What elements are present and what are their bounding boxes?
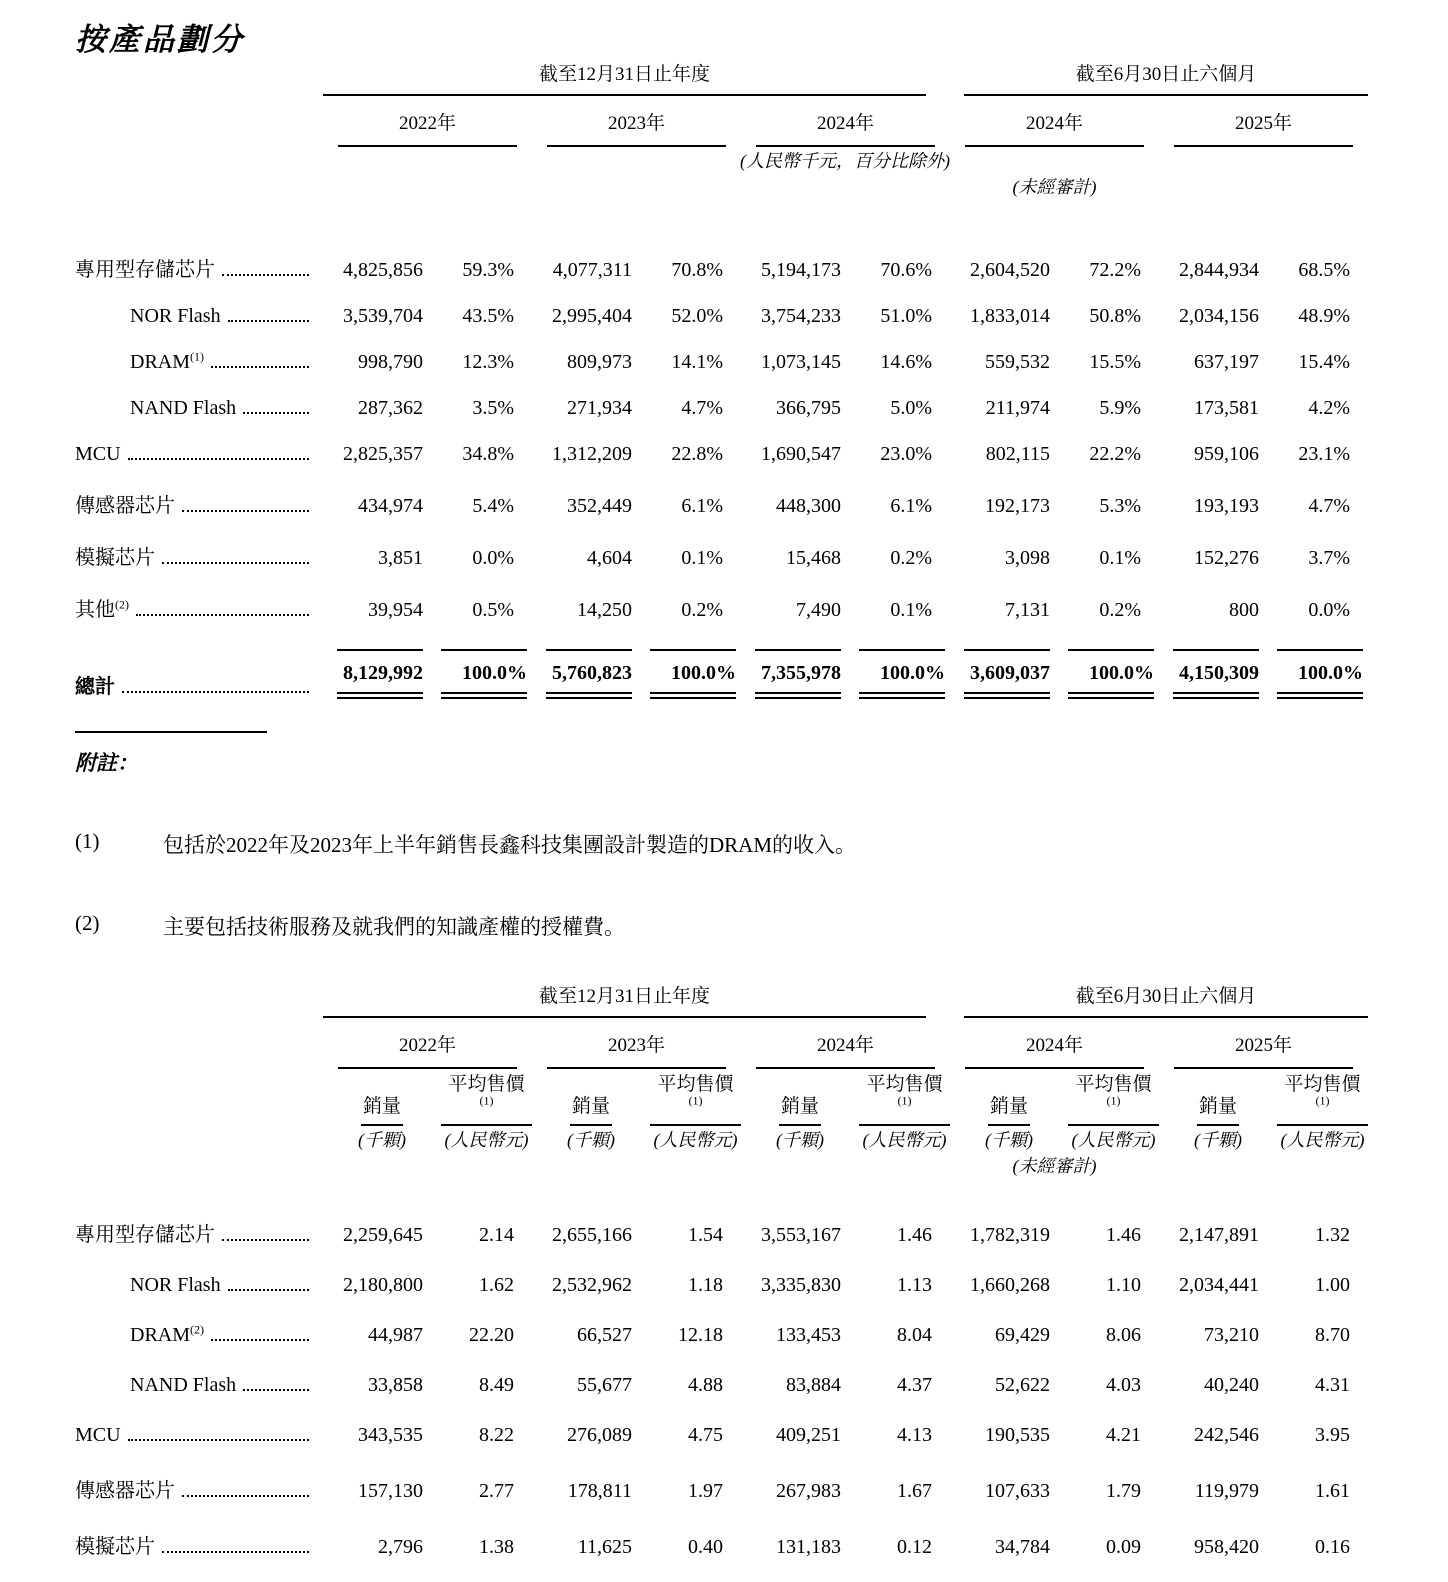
table-row [75,431,1368,477]
volume-unit-label: (千顆) [358,1130,406,1150]
year-header: 2024年 [741,96,950,147]
cell-value: 3,539,704 [343,305,423,327]
cell-value: 1.97 [688,1480,723,1502]
row-label: 其他$^{(2)}$ [75,581,323,633]
row-label: NAND Flash [75,1360,323,1410]
cell-value: 3.95 [1315,1424,1351,1446]
cell-value: 157,130 [358,1480,423,1502]
cell-value: 3,754,233 [761,305,841,327]
volume-unit-label: (千顆) [567,1130,615,1150]
asp-column-header: 平均售價$^{(1)}$ [859,1069,950,1126]
row-label: DRAM$^{(1)}$ [75,339,323,385]
cell-value: 1,312,209 [552,443,632,465]
total-value: 5,760,823 [532,633,650,703]
cell-value: 34.8% [462,443,514,465]
asp-unit-label: (人民幣元) [444,1130,529,1150]
cell-value: 2.77 [479,1480,514,1502]
leader-dots [211,366,309,368]
asp-column-header: 平均售價$^{(1)}$ [1277,1069,1368,1126]
cell-value: 271,934 [567,397,632,419]
cell-value: 3.7% [1308,547,1351,569]
cell-value: 5,194,173 [761,259,841,281]
year-header: 2023年 [532,96,741,147]
year-header: 2025年 [1159,1018,1368,1069]
cell-value: 211,974 [985,397,1051,419]
cell-value: 4,825,856 [343,259,423,281]
table-row [75,339,1368,385]
period-group-header-row [75,59,1368,96]
total-value: 3,609,037 [950,633,1068,703]
total-value: 100.0% [1068,633,1159,703]
cell-value: 5.3% [1099,495,1142,517]
cell-value: 52.0% [671,305,723,327]
cell-value: 4.37 [897,1374,933,1396]
year-header: 2022年 [323,96,532,147]
currency-unit-note-row [75,147,1368,173]
cell-value: 0.40 [688,1536,723,1558]
interim-period-header: 截至6月30日止六個月 [950,59,1368,96]
table-row [75,199,1368,293]
page-title: 按產品劃分 [75,22,245,57]
total-value: 4,150,309 [1159,633,1277,703]
total-value: 7,355,978 [741,633,859,703]
cell-value: 1.79 [1106,1480,1142,1502]
cell-value: 1.10 [1106,1274,1142,1296]
cell-value: 4.7% [681,397,723,419]
cell-value: 352,449 [567,495,632,517]
cell-value: 8.22 [479,1424,514,1446]
cell-value: 1.67 [897,1480,933,1502]
total-value: 8,129,992 [323,633,441,703]
cell-value: 6.1% [681,495,723,517]
cell-value: 8.70 [1315,1324,1351,1346]
cell-value: 276,089 [567,1424,632,1446]
leader-dots [222,1239,309,1241]
cell-value: 448,300 [776,495,841,517]
note-text: 主要包括技術服務及就我們的知識產權的授權費。 [163,915,625,939]
cell-value: 69,429 [995,1324,1051,1346]
total-value: 100.0% [1277,633,1368,703]
cell-value: 0.0% [472,547,514,569]
table-row [75,581,1368,633]
cell-value: 52,622 [995,1374,1051,1396]
cell-value: 4,077,311 [552,259,632,281]
asp-unit-label: (人民幣元) [1280,1130,1365,1150]
cell-value: 1,660,268 [970,1274,1051,1296]
year-header: 2024年 [950,1018,1159,1069]
cell-value: 0.16 [1315,1536,1351,1558]
sub-header-row [75,1069,1368,1126]
table-row [75,1460,1368,1516]
cell-value: 192,173 [985,495,1051,517]
table-row [75,529,1368,581]
cell-value: 15.4% [1298,351,1351,373]
revenue-by-product-table [75,59,1368,703]
cell-value: 23.0% [880,443,933,465]
cell-value: 66,527 [577,1324,632,1346]
cell-value: 1,782,319 [970,1224,1051,1246]
cell-value: 2,844,934 [1179,259,1260,281]
cell-value: 48.9% [1298,305,1351,327]
cell-value: 44,987 [368,1324,423,1346]
cell-value: 73,210 [1204,1324,1260,1346]
cell-value: 0.2% [890,547,933,569]
year-header: 2023年 [532,1018,741,1069]
cell-value: 55,677 [577,1374,632,1396]
unaudited-label: (未經審計) [1012,177,1097,197]
table-row [75,385,1368,431]
cell-value: 2,147,891 [1179,1224,1260,1246]
cell-value: 0.12 [897,1536,933,1558]
asp-unit-label: (人民幣元) [1071,1130,1156,1150]
year-header: 2024年 [950,96,1159,147]
cell-value: 1,073,145 [761,351,841,373]
cell-value: 51.0% [880,305,933,327]
cell-value: 133,453 [776,1324,841,1346]
annual-period-header: 截至12月31日止年度 [323,981,950,1018]
table-row [75,1516,1368,1572]
cell-value: 3,851 [378,547,423,569]
leader-dots [243,1389,309,1391]
row-label: NAND Flash [75,385,323,431]
cell-value: 4,604 [587,547,632,569]
note-item [75,911,1448,941]
cell-value: 23.1% [1298,443,1351,465]
cell-value: 22.20 [469,1324,514,1346]
year-header: 2024年 [741,1018,950,1069]
volume-unit-label: (千顆) [985,1130,1034,1150]
row-label: 模擬芯片 [75,529,323,581]
cell-value: 1.46 [1106,1224,1142,1246]
asp-unit-label: (人民幣元) [862,1130,947,1150]
cell-value: 14.6% [880,351,933,373]
cell-value: 4.7% [1308,495,1351,517]
cell-value: 1,833,014 [970,305,1051,327]
total-row [75,633,1368,703]
cell-value: 0.1% [890,599,933,621]
notes-divider [75,731,267,733]
leader-dots [211,1339,309,1341]
cell-value: 287,362 [358,397,423,419]
cell-value: 267,983 [776,1480,841,1502]
cell-value: 8.04 [897,1324,933,1346]
cell-value: 119,979 [1194,1480,1260,1502]
cell-value: 178,811 [567,1480,632,1502]
cell-value: 0.09 [1106,1536,1142,1558]
year-header: 2025年 [1159,96,1368,147]
total-value: 100.0% [859,633,950,703]
table-row [75,1360,1368,1410]
cell-value: 3,098 [1005,547,1051,569]
row-label: 模擬芯片 [75,1516,323,1572]
cell-value: 1.38 [479,1536,514,1558]
annual-period-header: 截至12月31日止年度 [323,59,950,96]
cell-value: 15.5% [1089,351,1142,373]
cell-value: 12.3% [462,351,514,373]
cell-value: 2,034,441 [1179,1274,1260,1296]
cell-value: 72.2% [1089,259,1142,281]
table-row [75,1178,1368,1260]
cell-value: 7,131 [1005,599,1051,621]
cell-value: 70.8% [671,259,723,281]
row-label: MCU [75,431,323,477]
cell-value: 1.46 [897,1224,933,1246]
cell-value: 22.2% [1089,443,1142,465]
volume-column-header: 銷量 [1159,1069,1277,1126]
cell-value: 11,625 [577,1536,632,1558]
cell-value: 34,784 [995,1536,1051,1558]
asp-column-header: 平均售價$^{(1)}$ [650,1069,741,1126]
leader-dots [243,412,309,414]
volume-column-header: 銷量 [741,1069,859,1126]
leader-dots [222,274,309,276]
row-label: NOR Flash [75,293,323,339]
cell-value: 2,259,645 [343,1224,423,1246]
cell-value: 959,106 [1194,443,1260,465]
leader-dots [128,458,309,460]
cell-value: 4.88 [688,1374,723,1396]
notes-heading: 附註： [75,751,138,775]
leader-dots [228,1289,309,1291]
cell-value: 1.54 [688,1224,723,1246]
volume-asp-by-product-table [75,981,1368,1572]
units-row [75,1126,1368,1152]
cell-value: 4.03 [1106,1374,1142,1396]
cell-value: 59.3% [462,259,514,281]
cell-value: 1.18 [688,1274,723,1296]
cell-value: 998,790 [358,351,423,373]
cell-value: 3.5% [472,397,514,419]
cell-value: 1.61 [1315,1480,1351,1502]
cell-value: 2,796 [378,1536,423,1558]
table-row [75,1410,1368,1460]
note-number: (1) [75,829,100,853]
cell-value: 152,276 [1194,547,1260,569]
cell-value: 12.18 [678,1324,723,1346]
cell-value: 0.2% [1099,599,1142,621]
cell-value: 33,858 [368,1374,423,1396]
notes-section [75,731,1448,941]
volume-unit-label: (千顆) [1194,1130,1243,1150]
cell-value: 2,034,156 [1179,305,1260,327]
row-label: DRAM$^{(2)}$ [75,1310,323,1360]
cell-value: 1,690,547 [761,443,841,465]
row-label: NOR Flash [75,1260,323,1310]
leader-dots [182,1495,309,1497]
table-row [75,1260,1368,1310]
leader-dots [136,614,309,616]
cell-value: 2,825,357 [343,443,423,465]
cell-value: 43.5% [462,305,514,327]
volume-column-header: 銷量 [950,1069,1068,1126]
cell-value: 5.0% [890,397,933,419]
cell-value: 70.6% [880,259,933,281]
row-label: 專用型存儲芯片 [75,199,323,293]
note-number: (2) [75,911,100,935]
cell-value: 131,183 [776,1536,841,1558]
cell-value: 366,795 [776,397,841,419]
cell-value: 2,604,520 [970,259,1051,281]
unaudited-note-row [75,173,1368,199]
total-value: 100.0% [441,633,532,703]
cell-value: 14.1% [671,351,723,373]
cell-value: 22.8% [671,443,723,465]
row-label: 傳感器芯片 [75,477,323,529]
period-group-header-row [75,981,1368,1018]
cell-value: 39,954 [368,599,423,621]
cell-value: 4.31 [1315,1374,1351,1396]
cell-value: 1.32 [1315,1224,1351,1246]
table-row [75,293,1368,339]
leader-dots [162,562,309,564]
asp-unit-label: (人民幣元) [653,1130,738,1150]
cell-value: 637,197 [1194,351,1260,373]
table-row [75,477,1368,529]
note-item [75,829,1448,859]
table-row [75,1310,1368,1360]
row-label: 總計 [75,633,323,703]
cell-value: 107,633 [985,1480,1051,1502]
cell-value: 4.13 [897,1424,933,1446]
cell-value: 242,546 [1194,1424,1260,1446]
cell-value: 4.21 [1106,1424,1142,1446]
cell-value: 2,532,962 [552,1274,632,1296]
cell-value: 800 [1229,599,1260,621]
cell-value: 1.62 [479,1274,514,1296]
cell-value: 83,884 [786,1374,841,1396]
cell-value: 409,251 [776,1424,841,1446]
volume-column-header: 銷量 [323,1069,441,1126]
asp-column-header: 平均售價$^{(1)}$ [1068,1069,1159,1126]
cell-value: 0.5% [472,599,514,621]
cell-value: 0.2% [681,599,723,621]
cell-value: 2,180,800 [343,1274,423,1296]
total-value: 100.0% [650,633,741,703]
year-header: 2022年 [323,1018,532,1069]
year-header-row [75,1018,1368,1069]
asp-column-header: 平均售價$^{(1)}$ [441,1069,532,1126]
cell-value: 4.2% [1308,397,1351,419]
cell-value: 6.1% [890,495,933,517]
cell-value: 190,535 [985,1424,1051,1446]
cell-value: 8.49 [479,1374,514,1396]
cell-value: 7,490 [796,599,841,621]
cell-value: 8.06 [1106,1324,1142,1346]
row-label: MCU [75,1410,323,1460]
cell-value: 1.00 [1315,1274,1351,1296]
cell-value: 434,974 [358,495,423,517]
leader-dots [228,320,309,322]
cell-value: 3,553,167 [761,1224,841,1246]
cell-value: 802,115 [985,443,1051,465]
unaudited-note-row [75,1152,1368,1178]
cell-value: 0.1% [1099,547,1142,569]
cell-value: 0.0% [1308,599,1351,621]
cell-value: 4.75 [688,1424,723,1446]
cell-value: 68.5% [1298,259,1351,281]
cell-value: 5.9% [1099,397,1142,419]
interim-period-header: 截至6月30日止六個月 [950,981,1368,1018]
cell-value: 173,581 [1194,397,1260,419]
unaudited-label: (未經審計) [1012,1156,1097,1176]
volume-column-header: 銷量 [532,1069,650,1126]
leader-dots [122,691,309,693]
leader-dots [128,1439,309,1441]
cell-value: 14,250 [577,599,632,621]
cell-value: 193,193 [1194,495,1260,517]
volume-unit-label: (千顆) [776,1130,824,1150]
cell-value: 5.4% [472,495,514,517]
row-label: 傳感器芯片 [75,1460,323,1516]
cell-value: 0.1% [681,547,723,569]
cell-value: 1.13 [897,1274,933,1296]
leader-dots [162,1551,309,1553]
cell-value: 958,420 [1194,1536,1260,1558]
note-text: 包括於2022年及2023年上半年銷售長鑫科技集團設計製造的DRAM的收入。 [163,833,857,857]
cell-value: 2,995,404 [552,305,632,327]
cell-value: 559,532 [985,351,1051,373]
cell-value: 15,468 [786,547,841,569]
cell-value: 2.14 [479,1224,514,1246]
cell-value: 809,973 [567,351,632,373]
cell-value: 343,535 [358,1424,423,1446]
cell-value: 3,335,830 [761,1274,841,1296]
row-label: 專用型存儲芯片 [75,1178,323,1260]
cell-value: 40,240 [1204,1374,1260,1396]
year-header-row [75,96,1368,147]
cell-value: 50.8% [1089,305,1142,327]
currency-unit-note: (人民幣千元，百分比除外) [740,151,951,171]
cell-value: 2,655,166 [552,1224,632,1246]
leader-dots [182,510,309,512]
